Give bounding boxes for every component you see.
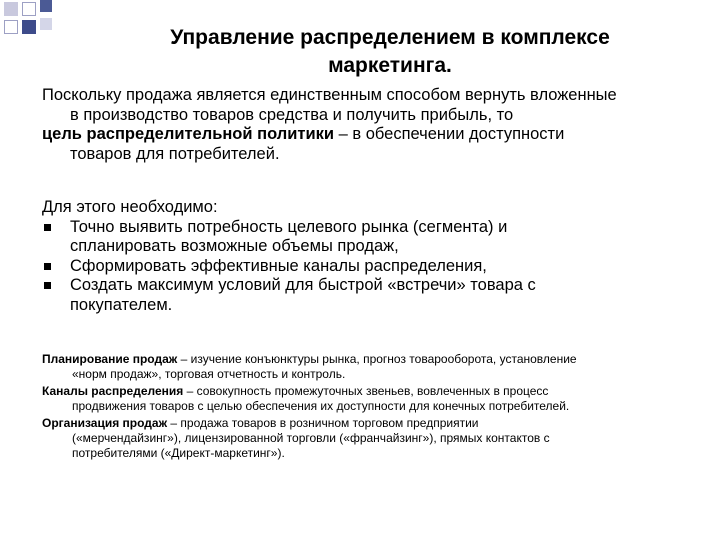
slide-title: [60, 24, 720, 80]
definition-line: потребителями («Директ-маркетинг»).: [72, 445, 285, 460]
goal-term: цель распределительной политики: [42, 125, 334, 143]
bullet-text: Точно выявить потребность целевого рынка (сегмента) и: [70, 217, 508, 236]
definition-text: – совокупность промежуточных звеньев, вовлеченных в процесс: [183, 384, 549, 399]
definition-line: «норм продаж», торговая отчетность и контроль.: [72, 366, 346, 381]
bullet-text: спланировать возможные объемы продаж,: [70, 237, 399, 255]
deco-square: [40, 0, 52, 12]
definitions-section: [42, 352, 712, 463]
deco-square: [40, 18, 52, 30]
definition-line: («мерчендайзинг»), лицензированной торговли («франчайзинг»), прямых контактов с: [72, 430, 550, 445]
bullet-item: [42, 218, 692, 257]
bullet-text: Создать максимум условий для быстрой «встречи» товара с: [70, 276, 536, 294]
square-bullet-icon: [44, 282, 51, 289]
definition-line: [42, 384, 712, 399]
title-line: маркетинга.: [328, 54, 452, 77]
definition-text: – продажа товаров в розничном торговом предприятии: [167, 416, 479, 431]
bullet-item: [42, 257, 692, 277]
deco-square: [4, 20, 18, 34]
definition-item: [42, 416, 712, 460]
square-bullet-icon: [44, 263, 51, 270]
definition-line: продвижения товаров с целью обеспечения их доступности для конечных потребителей.: [72, 398, 570, 413]
bullet-item: [42, 276, 692, 315]
needs-heading: Для этого необходимо:: [42, 198, 218, 216]
intro-line: в производство товаров средства и получить прибыль, то: [70, 105, 514, 124]
definition-term: Планирование продаж: [42, 352, 178, 366]
definition-line: [42, 416, 712, 431]
needs-section: [42, 198, 692, 315]
bullet-text: Сформировать эффективные каналы распределения,: [70, 256, 487, 275]
definition-item: [42, 384, 712, 413]
definition-line: [42, 352, 712, 367]
deco-square: [4, 2, 18, 16]
definition-item: [42, 352, 712, 381]
square-bullet-icon: [44, 224, 51, 231]
intro-line: товаров для потребителей.: [70, 144, 280, 163]
definition-term: Каналы распределения: [42, 384, 184, 399]
definition-term: Организация продаж: [42, 416, 168, 431]
goal-text: – в обеспечении доступности: [334, 125, 565, 143]
title-line: Управление распределением в комплексе: [170, 26, 610, 49]
definition-text: – изучение конъюнктуры рынка, прогноз товарооборота, установление: [177, 352, 577, 366]
bullet-text: покупателем.: [70, 295, 173, 314]
deco-square: [22, 20, 36, 34]
intro-line: Поскольку продажа является единственным способом вернуть вложенные: [42, 86, 617, 104]
deco-square: [22, 2, 36, 16]
intro-paragraph: [42, 86, 692, 164]
intro-line: [42, 125, 692, 145]
